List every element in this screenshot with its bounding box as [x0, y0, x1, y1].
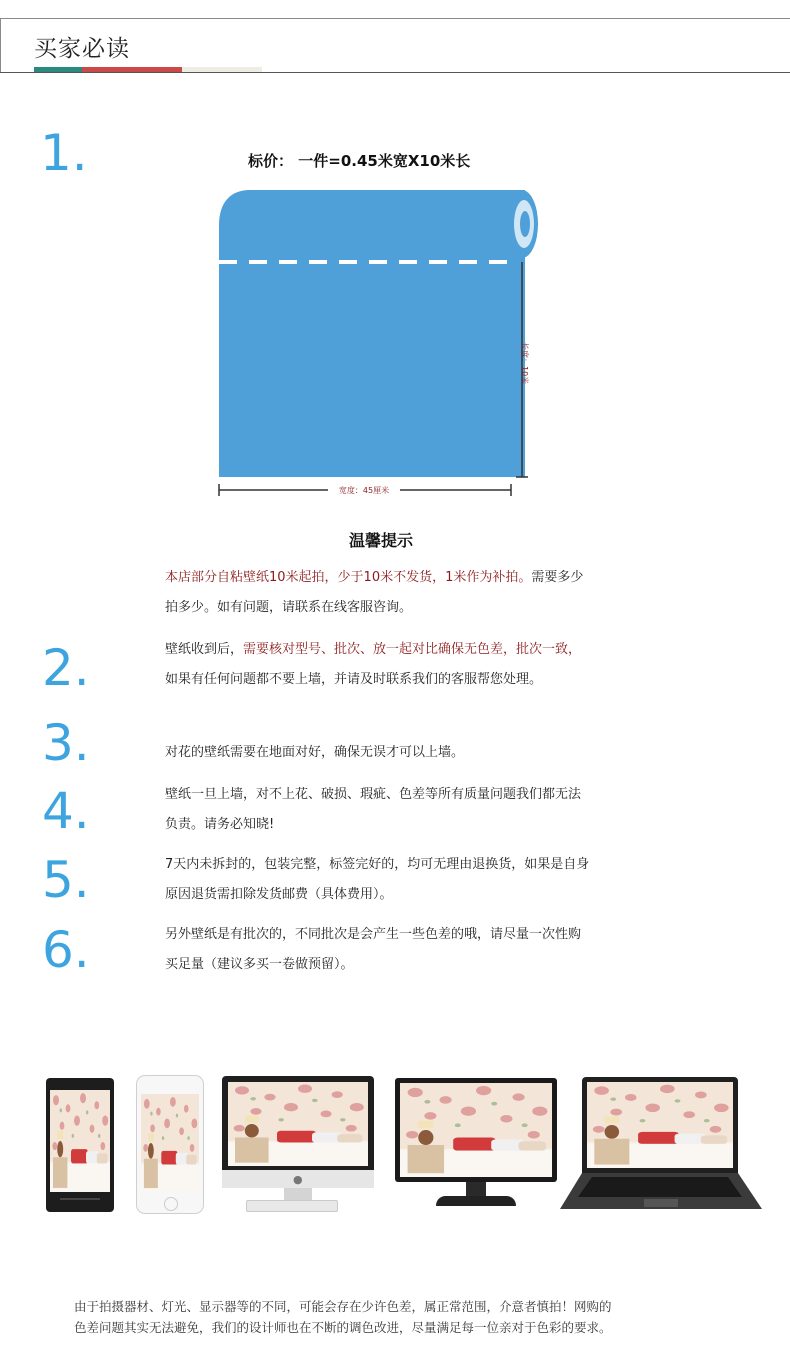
acer-laptop: [582, 1077, 738, 1173]
price-line: [248, 150, 470, 171]
length-label: 长度：10米: [520, 342, 529, 385]
disclaimer-line1: 由于拍摄器材、灯光、显示器等的不同，可能会存在少许色差，属正常范围，介意者慎拍！网购的: [74, 1299, 612, 1314]
roll-core: [520, 211, 530, 237]
tips-line1-rest: 需要多少: [531, 570, 584, 585]
step-3-text: [165, 738, 665, 768]
tips-line2: 拍多少。如有问题，请联系在线客服咨询。: [165, 600, 413, 615]
header-top-rule: [0, 18, 790, 19]
step-6-text: [165, 920, 665, 980]
step-5-line1: 7天内未拆封的，包装完整，标签完好的，均可无理由退换货，如果是自身: [165, 857, 590, 872]
laptop-screen-image: [587, 1082, 733, 1168]
step-2-text: [165, 635, 665, 695]
step-number-2: 2.: [42, 639, 90, 697]
step-2-line2: 如果有任何问题都不要上墙，并请及时联系我们的客服帮您处理。: [165, 672, 543, 687]
monitor-screen-image: [400, 1083, 552, 1177]
monitor-base: [436, 1196, 516, 1206]
white-phone: [136, 1075, 204, 1214]
tips-title: 温馨提示: [349, 531, 414, 550]
page-title: 买家必读: [34, 36, 130, 62]
phone-screen-image: [50, 1090, 110, 1192]
tips-line1-red: 本店部分自粘壁纸10米起拍，少于10米不发货，1米作为补拍。: [165, 570, 532, 585]
price-value: 一件=0.45米宽X10米长: [298, 152, 471, 170]
phone-screen-image: [141, 1094, 199, 1192]
step-6-line1: 另外壁纸是有批次的，不同批次是会产生一些色差的哦，请尽量一次性购: [165, 927, 582, 942]
step-4-line1: 壁纸一旦上墙，对不上花、破损、瑕疵、色差等所有质量问题我们都无法: [165, 787, 582, 802]
step-5-text: [165, 850, 665, 910]
step-number-1: 1.: [40, 124, 88, 182]
hp-monitor: [395, 1078, 557, 1182]
step-5-line2: 原因退货需扣除发货邮费（具体费用）。: [165, 887, 393, 902]
roll-body: [219, 190, 525, 477]
step-4-line2: 负责。请务必知晓!: [165, 817, 275, 832]
monitor-neck: [466, 1182, 486, 1196]
step-3-line1: 对花的壁纸需要在地面对好，确保无误才可以上墙。: [165, 745, 465, 760]
imac-screen-image: [228, 1082, 368, 1166]
imac: [222, 1076, 374, 1188]
imac-keyboard: [246, 1200, 338, 1212]
step-number-3: 3.: [42, 714, 90, 772]
tips-text: [165, 563, 645, 623]
header-left-rule: [0, 18, 1, 73]
apple-logo-icon: ●: [293, 1173, 303, 1186]
header-bottom-rule: [0, 72, 790, 73]
width-label: 宽度：45厘米: [338, 486, 390, 495]
disclaimer-text: [74, 1296, 714, 1338]
wallpaper-roll-diagram: [210, 185, 550, 505]
step-2-line1-red: 需要核对型号、批次、放一起对比确保无色差，批次一致，: [243, 642, 582, 657]
black-phone: [46, 1078, 114, 1212]
step-number-6: 6.: [42, 921, 90, 979]
step-2-line1-pre: 壁纸收到后，: [165, 642, 244, 657]
step-6-line2: 买足量（建议多买一卷做预留）。: [165, 957, 354, 972]
step-4-text: [165, 780, 665, 840]
price-label: 标价：: [248, 152, 294, 170]
step-number-5: 5.: [42, 851, 90, 909]
home-button-icon: [164, 1197, 178, 1211]
step-number-4: 4.: [42, 782, 90, 840]
laptop-keyboard-base: [558, 1173, 764, 1211]
disclaimer-line2: 色差问题其实无法避免，我们的设计师也在不断的调色改进，尽量满足每一位亲对于色彩的要求。: [74, 1320, 612, 1335]
